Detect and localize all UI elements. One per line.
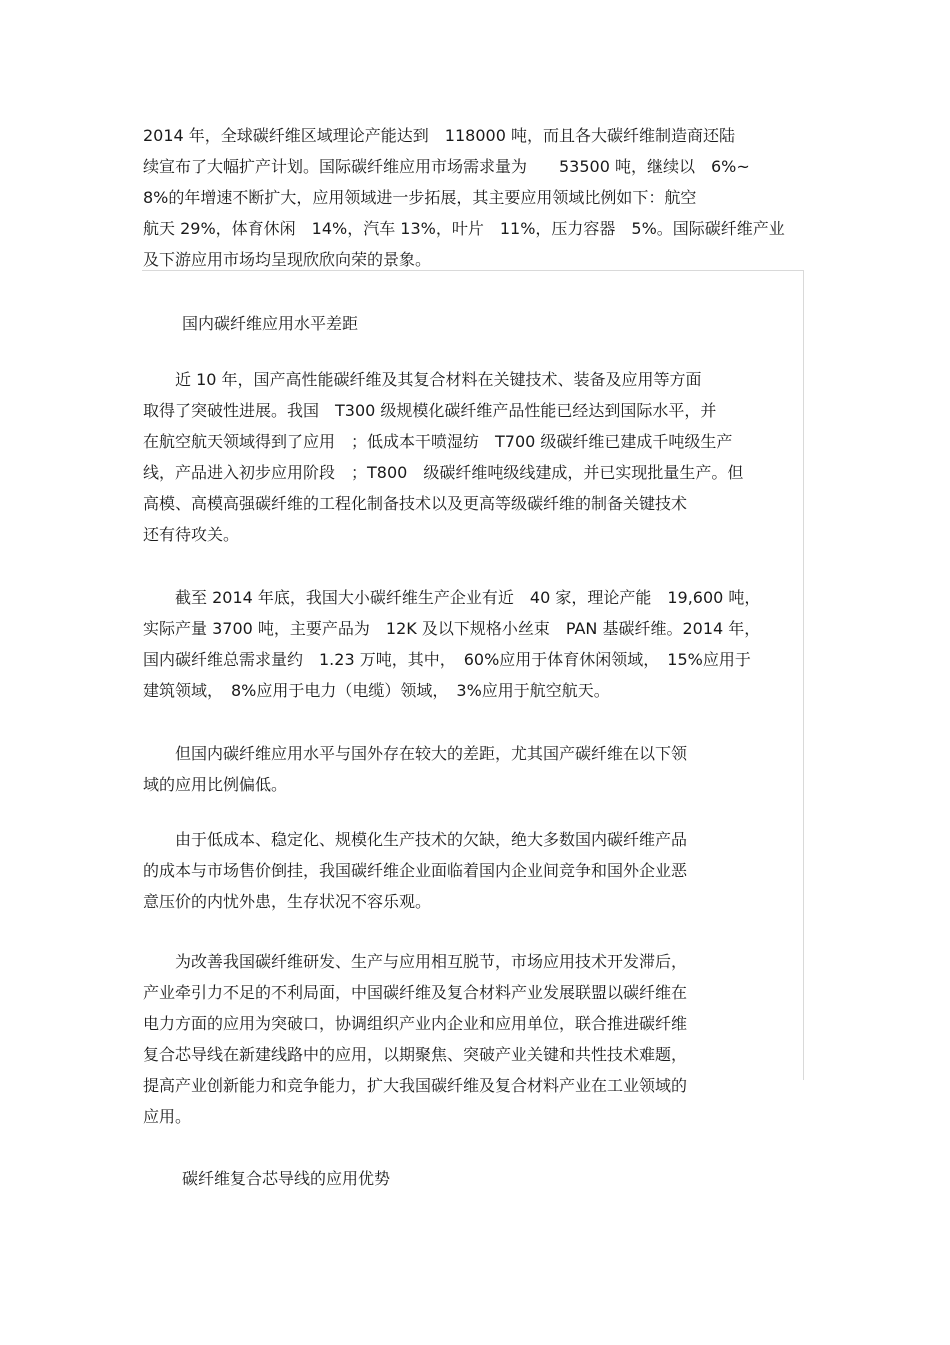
- paragraph-domestic-progress: [143, 364, 805, 550]
- text-line: 电力方面的应用为突破口，协调组织产业内企业和应用单位，联合推进碳纤维: [143, 1014, 688, 1033]
- text-line: 线，产品进入初步应用阶段 ；T800 级碳纤维吨级线建成，并已实现批量生产。但: [143, 463, 744, 482]
- section-heading-domestic-gap: 国内碳纤维应用水平差距: [182, 314, 359, 333]
- text-line: 截至 2014 年底，我国大小碳纤维生产企业有近 40 家，理论产能 19,600 吨，: [143, 588, 761, 607]
- text-line: 2014 年，全球碳纤维区域理论产能达到 118000 吨，而且各大碳纤维制造商还陆: [143, 126, 735, 145]
- text-line: 建筑领域， 8%应用于电力（电缆）领域， 3%应用于航空航天。: [143, 681, 610, 700]
- text-line: 域的应用比例偏低。: [143, 775, 288, 794]
- text-line: 为改善我国碳纤维研发、生产与应用相互脱节，市场应用技术开发滞后，: [143, 952, 688, 971]
- text-line: 实际产量 3700 吨，主要产品为 12K 及以下规格小丝束 PAN 基碳纤维。2014 年，: [143, 619, 761, 638]
- paragraph-application-gap: [143, 738, 805, 800]
- text-line: 高模、高模高强碳纤维的工程化制备技术以及更高等级碳纤维的制备关键技术: [143, 494, 688, 513]
- paragraph-cost-issues: [143, 824, 805, 917]
- text-line: 8%的年增速不断扩大，应用领域进一步拓展，其主要应用领域比例如下：航空: [143, 188, 697, 207]
- text-line: 产业牵引力不足的不利局面，中国碳纤维及复合材料产业发展联盟以碳纤维在: [143, 983, 688, 1002]
- text-line: 取得了突破性进展。我国 T300 级规模化碳纤维产品性能已经达到国际水平，并: [143, 401, 717, 420]
- paragraph-domestic-capacity: [143, 582, 805, 706]
- text-line: 续宣布了大幅扩产计划。国际碳纤维应用市场需求量为 53500 吨，继续以 6%~: [143, 157, 750, 176]
- text-line: 提高产业创新能力和竞争能力，扩大我国碳纤维及复合材料产业在工业领域的: [143, 1076, 688, 1095]
- text-line: 但国内碳纤维应用水平与国外存在较大的差距，尤其国产碳纤维在以下领: [143, 744, 688, 763]
- text-line: 应用。: [143, 1107, 192, 1126]
- paragraph-global-market: [143, 120, 805, 275]
- text-line: 航天 29%，体育休闲 14%，汽车 13%，叶片 11%，压力容器 5%。国际碳纤维产业: [143, 219, 785, 238]
- text-line: 的成本与市场售价倒挂，我国碳纤维企业面临着国内企业间竞争和国外企业恶: [143, 861, 688, 880]
- paragraph-alliance-initiative: [143, 946, 805, 1132]
- text-line: 复合芯导线在新建线路中的应用，以期聚焦、突破产业关键和共性技术难题，: [143, 1045, 688, 1064]
- text-line: 还有待攻关。: [143, 525, 240, 544]
- text-line: 在航空航天领域得到了应用 ；低成本干喷湿纺 T700 级碳纤维已建成千吨级生产: [143, 432, 733, 451]
- section-heading-composite-core-advantages: 碳纤维复合芯导线的应用优势: [182, 1169, 391, 1188]
- text-line: 国内碳纤维总需求量约 1.23 万吨，其中， 60%应用于体育休闲领域， 15%应用于: [143, 650, 751, 669]
- text-line: 及下游应用市场均呈现欣欣向荣的景象。: [143, 250, 432, 269]
- text-line: 近 10 年，国产高性能碳纤维及其复合材料在关键技术、装备及应用等方面: [143, 370, 702, 389]
- text-line: 由于低成本、稳定化、规模化生产技术的欠缺，绝大多数国内碳纤维产品: [143, 830, 688, 849]
- text-line: 意压价的内忧外患，生存状况不容乐观。: [143, 892, 432, 911]
